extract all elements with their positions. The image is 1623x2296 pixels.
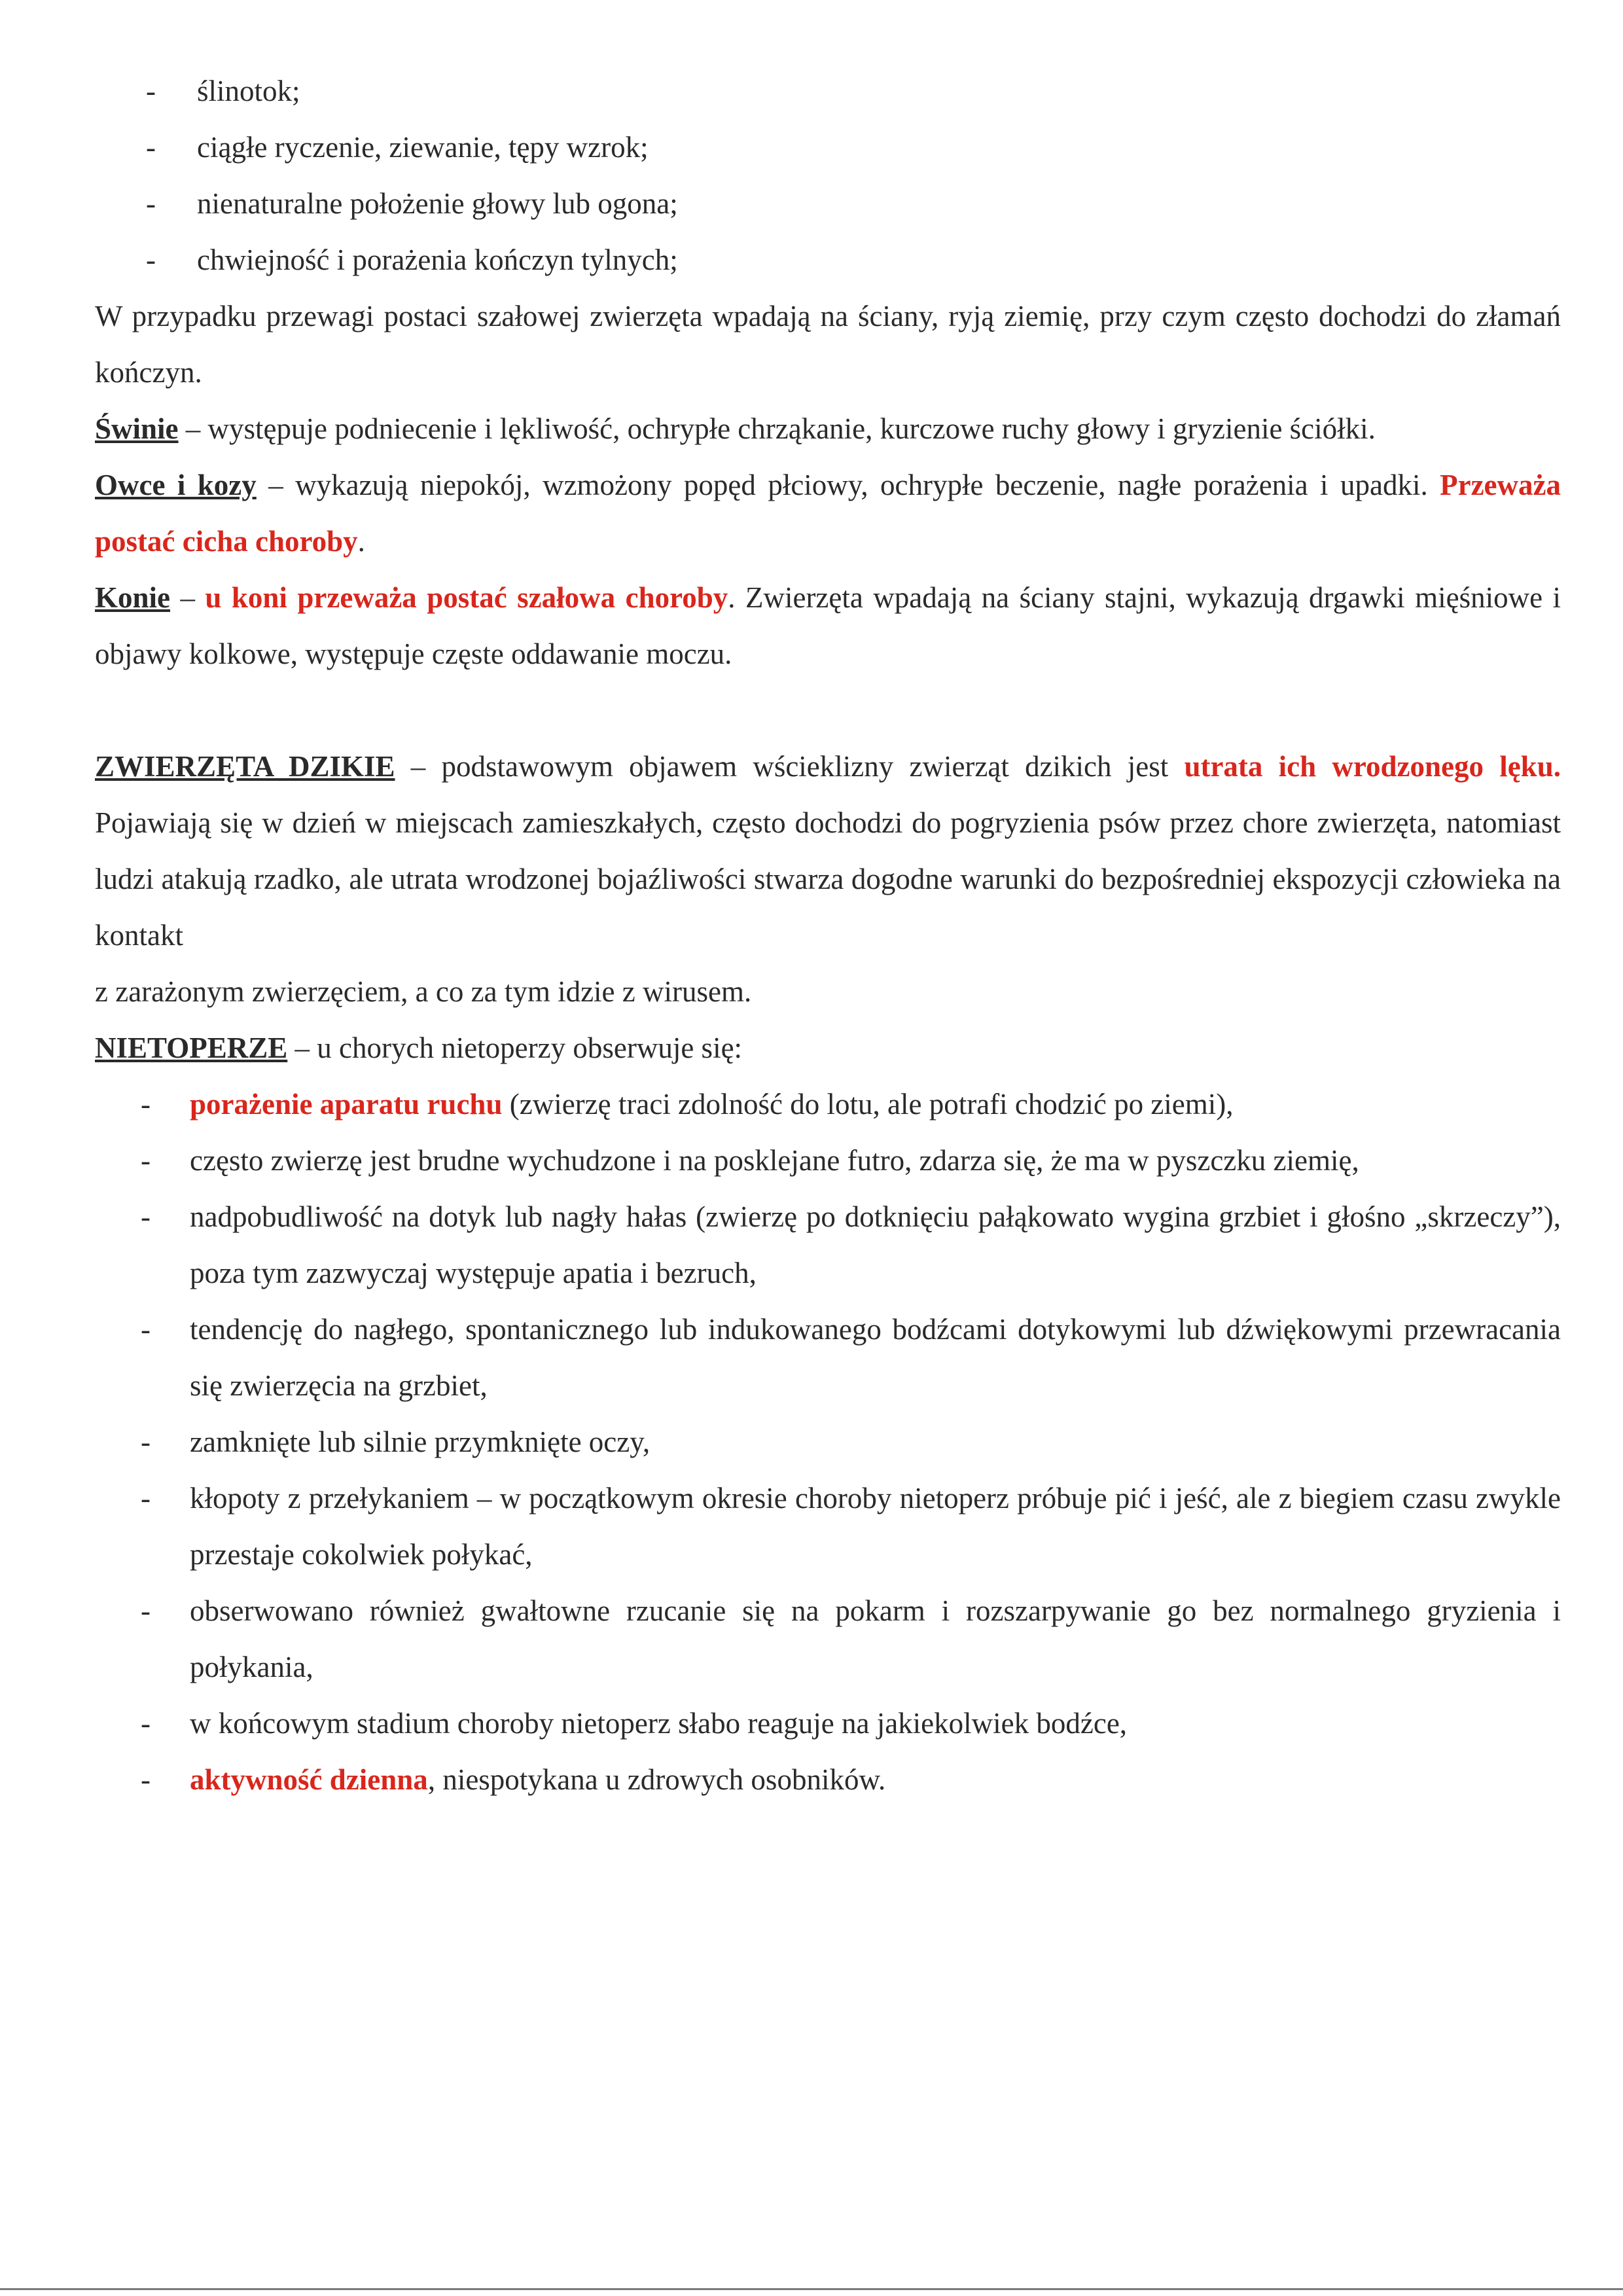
spacer <box>95 682 1561 738</box>
bullet-dash: - <box>141 1707 151 1740</box>
list-item: - tendencję do nagłego, spontanicznego lub indukowanego bodźcami dotykowymi lub dźwiękowymi przewracania się zwierzęcia na grzbiet, <box>95 1301 1561 1414</box>
swinie-heading: Świnie <box>95 412 179 445</box>
list-item: - ślinotok; <box>95 63 1561 119</box>
konie-paragraph: Konie – u koni przeważa postać szałowa choroby. Zwierzęta wpadają na ściany stajni, wykazują drgawki mięśniowe i objawy kolkowe, występuje częste oddawanie moczu. <box>95 581 1561 670</box>
konie-heading: Konie <box>95 581 171 614</box>
konie-highlight: u koni przeważa postać szałowa choroby <box>205 581 728 614</box>
bat-symptom-list <box>95 1076 1561 1808</box>
szalowa-paragraph: W przypadku przewagi postaci szałowej zwierzęta wpadają na ściany, ryją ziemię, przy czym często dochodzi do złamań kończyn. <box>95 300 1561 389</box>
dzikie-paragraph-end: z zarażonym zwierzęciem, a co za tym idzie z wirusem. <box>95 975 752 1008</box>
nietoperze-paragraph: NIETOPERZE – u chorych nietoperzy obserwuje się: <box>95 1031 743 1064</box>
bullet-dash: - <box>146 243 156 276</box>
list-item: - aktywność dzienna, niespotykana u zdrowych osobników. <box>95 1751 1561 1808</box>
list-item: - nadpobudliwość na dotyk lub nagły hałas (zwierzę po dotknięciu pałąkowato wygina grzbiet i głośno „skrzeczy”), poza tym zazwyczaj występuje apatia i bezruch, <box>95 1189 1561 1301</box>
owce-highlight: Przeważa postać cicha choroby <box>95 469 1561 558</box>
owce-heading: Owce i kozy <box>95 469 257 501</box>
owce-paragraph: Owce i kozy – wykazują niepokój, wzmożony popęd płciowy, ochrypłe beczenie, nagłe porażenia i upadki. Przeważa postać cicha choroby. <box>95 469 1561 558</box>
list-item: - w końcowym stadium choroby nietoperz słabo reaguje na jakiekolwiek bodźce, <box>95 1695 1561 1751</box>
bullet-dash: - <box>146 131 156 164</box>
dzikie-heading: ZWIERZĘTA DZIKIE <box>95 750 395 783</box>
swinie-paragraph: Świnie – występuje podniecenie i lękliwość, ochrypłe chrząkanie, kurczowe ruchy głowy i gryzienie ściółki. <box>95 412 1376 445</box>
dzikie-highlight: utrata ich wrodzonego lęku. <box>1184 750 1561 783</box>
bullet-dash: - <box>141 1088 151 1121</box>
bullet-dash: - <box>141 1763 151 1796</box>
list-item: - często zwierzę jest brudne wychudzone i na posklejane futro, zdarza się, że ma w pyszczku ziemię, <box>95 1132 1561 1189</box>
list-item: - ciągłe ryczenie, ziewanie, tępy wzrok; <box>95 119 1561 175</box>
bullet-dash: - <box>146 187 156 220</box>
list-item: - porażenie aparatu ruchu (zwierzę traci zdolność do lotu, ale potrafi chodzić po ziemi), <box>95 1076 1561 1132</box>
symptom-list <box>95 63 1561 288</box>
list-item: - zamknięte lub silnie przymknięte oczy, <box>95 1414 1561 1470</box>
scan-edge-line <box>0 2288 1623 2290</box>
page-content <box>95 63 1561 1808</box>
bullet-dash: - <box>141 1313 151 1346</box>
dzikie-paragraph: ZWIERZĘTA DZIKIE – podstawowym objawem wścieklizny zwierząt dzikich jest utrata ich wrodzonego lęku. Pojawiają się w dzień w miejscach zamieszkałych, często dochodzi do pogryzienia psów przez chore zwierzęta, natomiast ludzi atakują rzadko, ale utrata wrodzonej bojaźliwości stwarza dogodne warunki do bezpośredniej ekspozycji człowieka na kontakt <box>95 750 1561 952</box>
bullet-dash: - <box>141 1482 151 1515</box>
list-item: - kłopoty z przełykaniem – w początkowym okresie choroby nietoperz próbuje pić i jeść, ale z biegiem czasu zwykle przestaje cokolwiek połykać, <box>95 1470 1561 1583</box>
list-item: - chwiejność i porażenia kończyn tylnych; <box>95 232 1561 288</box>
list-item: - nienaturalne położenie głowy lub ogona; <box>95 175 1561 232</box>
bullet-dash: - <box>141 1144 151 1177</box>
bullet-dash: - <box>141 1426 151 1458</box>
bullet-dash: - <box>141 1200 151 1233</box>
list-item: - obserwowano również gwałtowne rzucanie się na pokarm i rozszarpywanie go bez normalnego gryzienia i połykania, <box>95 1583 1561 1695</box>
bullet-dash: - <box>146 75 156 107</box>
bullet-dash: - <box>141 1594 151 1627</box>
nietoperze-heading: NIETOPERZE <box>95 1031 288 1064</box>
